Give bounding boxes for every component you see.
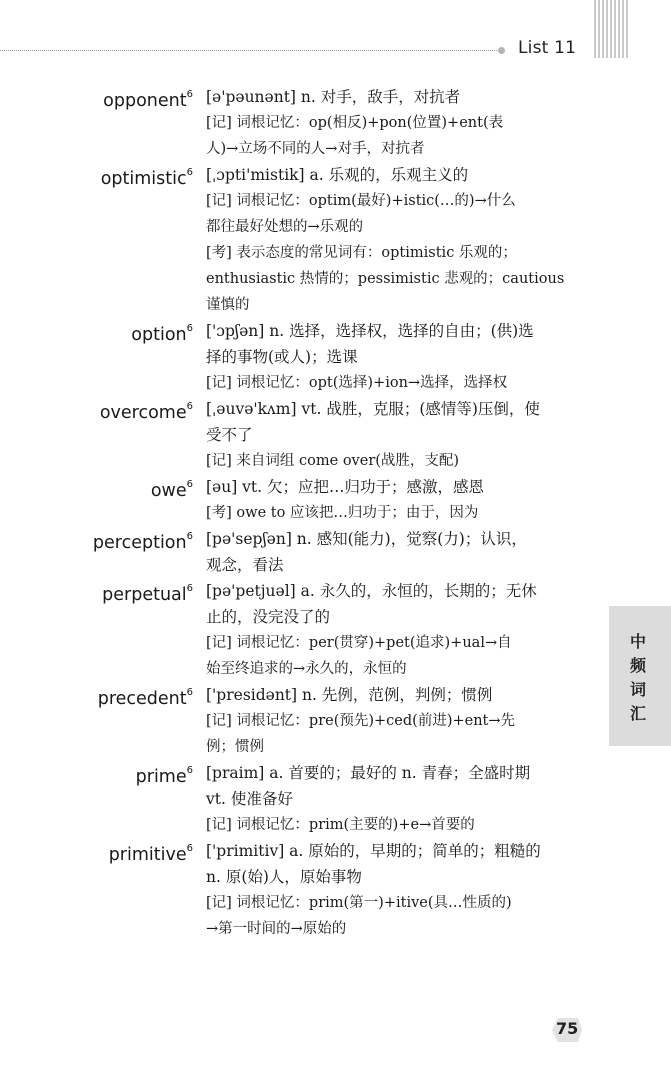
entry-prime — [0, 760, 671, 838]
frequency-marker: 6 — [186, 765, 193, 776]
headword-text: opponent — [103, 90, 187, 111]
entry-body — [206, 396, 596, 474]
headword — [109, 838, 193, 868]
headword-text: perception — [92, 532, 187, 553]
definition-line: ['primitiv] a. 原始的，早期的；简单的；粗糙的 — [206, 842, 541, 860]
entry-body — [206, 838, 596, 942]
definition-line: [ˌɔpti'mistik] a. 乐观的，乐观主义的 — [206, 166, 469, 184]
header-stripes-decoration — [594, 0, 628, 58]
entry-body — [206, 84, 596, 162]
exam-note-line: enthusiastic 热情的；pessimistic 悲观的；cautious — [206, 271, 565, 287]
frequency-marker: 6 — [186, 323, 193, 334]
entry-body — [206, 318, 596, 396]
entry-overcome — [0, 396, 671, 474]
header-rule-dot — [498, 47, 505, 54]
entry-perception — [0, 526, 671, 578]
definition-line: [ˌəuvə'kʌm] vt. 战胜，克服；(感情等)压倒，使 — [206, 400, 540, 418]
definition-line: vt. 使准备好 — [206, 790, 293, 808]
frequency-marker: 6 — [186, 531, 193, 542]
headword-text: overcome — [99, 402, 187, 423]
exam-note-line: 谨慎的 — [206, 297, 250, 313]
headword — [98, 682, 193, 712]
definition-line: [əu] vt. 欠；应把…归功于；感激，感恩 — [206, 478, 485, 496]
entry-optimistic — [0, 162, 671, 318]
exam-note-line: [考] owe to 应该把…归功于；由于，因为 — [206, 505, 479, 521]
definition-line: 止的，没完没了的 — [206, 608, 331, 626]
entry-opponent — [0, 84, 671, 162]
entry-body — [206, 474, 596, 526]
memory-note-line: [记] 词根记忆：op(相反)+pon(位置)+ent(表 — [206, 115, 504, 131]
frequency-marker: 6 — [186, 479, 193, 490]
entry-body — [206, 760, 596, 838]
headword — [103, 84, 193, 114]
headword — [151, 474, 193, 504]
page-number: 75 — [556, 1019, 579, 1038]
entry-option — [0, 318, 671, 396]
definition-line: ['presidənt] n. 先例，范例，判例；惯例 — [206, 686, 493, 704]
definition-line: [pə'sepʃən] n. 感知(能力)，觉察(力)；认识， — [206, 530, 527, 548]
header-rule — [0, 50, 505, 51]
memory-note-line: [记] 词根记忆：prim(主要的)+e→首要的 — [206, 817, 475, 833]
memory-note-line: [记] 词根记忆：optim(最好)+istic(…的)→什么 — [206, 193, 516, 209]
memory-note-line: 人)→立场不同的人→对手，对抗者 — [206, 141, 425, 157]
memory-note-line: 都往最好处想的→乐观的 — [206, 219, 364, 235]
entry-body — [206, 682, 596, 760]
definition-line: [pə'petjuəl] a. 永久的，永恒的，长期的；无休 — [206, 582, 537, 600]
memory-note-line: →第一时间的→原始的 — [206, 921, 347, 937]
entry-body — [206, 578, 596, 682]
entry-precedent — [0, 682, 671, 760]
headword-text: owe — [150, 480, 187, 501]
headword — [131, 318, 193, 348]
headword-text: optimistic — [100, 168, 187, 189]
headword-text: prime — [135, 766, 187, 787]
entry-primitive — [0, 838, 671, 942]
entry-body — [206, 526, 596, 578]
list-title: List 11 — [518, 38, 577, 58]
headword-text: precedent — [97, 688, 187, 709]
entry-perpetual — [0, 578, 671, 682]
definition-line: [ə'pəunənt] n. 对手，敌手，对抗者 — [206, 88, 461, 106]
definition-line: 观念，看法 — [206, 556, 284, 574]
memory-note-line: [记] 词根记忆：per(贯穿)+pet(追求)+ual→自 — [206, 635, 512, 651]
memory-note-line: [记] 词根记忆：prim(第一)+itive(具…性质的) — [206, 895, 512, 911]
side-tab-label: 中频词汇 — [629, 632, 646, 723]
memory-note-line: 始至终追求的→永久的，永恒的 — [206, 661, 407, 677]
definition-line: 择的事物(或人)；选课 — [206, 348, 358, 366]
memory-note-line: 例；惯例 — [206, 739, 264, 755]
definition-line: [praim] a. 首要的；最好的 n. 青春；全盛时期 — [206, 764, 531, 782]
headword — [136, 760, 193, 790]
frequency-marker: 6 — [186, 167, 193, 178]
entry-owe — [0, 474, 671, 526]
headword — [102, 578, 193, 608]
headword-text: perpetual — [102, 584, 187, 605]
frequency-marker: 6 — [186, 89, 193, 100]
headword-text: primitive — [108, 844, 187, 865]
frequency-marker: 6 — [186, 583, 193, 594]
memory-note-line: [记] 来自词组 come over(战胜，支配) — [206, 453, 460, 469]
frequency-marker: 6 — [186, 401, 193, 412]
headword — [93, 526, 193, 556]
definition-line: ['ɔpʃən] n. 选择，选择权，选择的自由；(供)选 — [206, 322, 534, 340]
definition-line: n. 原(始)人，原始事物 — [206, 868, 362, 886]
headword-text: option — [131, 324, 187, 345]
frequency-marker: 6 — [186, 687, 193, 698]
memory-note-line: [记] 词根记忆：pre(预先)+ced(前进)+ent→先 — [206, 713, 516, 729]
entry-body — [206, 162, 596, 318]
memory-note-line: [记] 词根记忆：opt(选择)+ion→选择，选择权 — [206, 375, 508, 391]
definition-line: 受不了 — [206, 426, 253, 444]
headword — [101, 162, 193, 192]
entry-list — [0, 84, 671, 942]
headword — [100, 396, 193, 426]
exam-note-line: [考] 表示态度的常见词有：optimistic 乐观的； — [206, 245, 517, 261]
frequency-marker: 6 — [186, 843, 193, 854]
